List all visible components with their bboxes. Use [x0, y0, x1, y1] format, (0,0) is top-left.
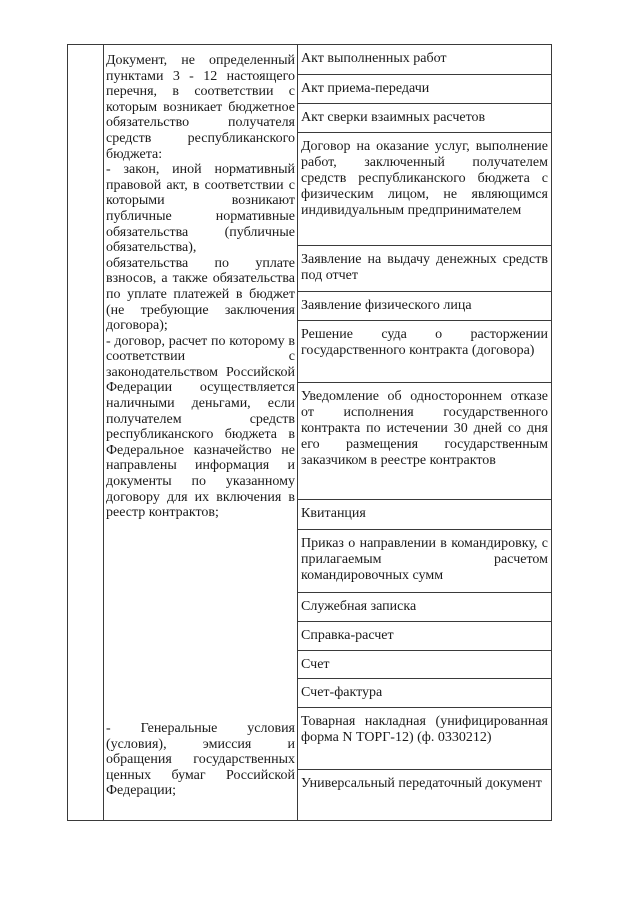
document-row: Товарная накладная (унифицированная форма N ТОРГ-12) (ф. 0330212) — [298, 708, 551, 770]
document-row: Счет-фактура — [298, 679, 551, 708]
document-row: Акт приема-передачи — [298, 75, 551, 104]
document-table — [67, 44, 552, 821]
description-paragraph: - закон, иной нормативный правовой акт, в соответствии с которыми возникают публичные нормативные обязательства (публичные обязательства), — [106, 162, 295, 256]
document-row: Заявление на выдачу денежных средств под отчет — [298, 246, 551, 292]
obligation-description-2 — [106, 721, 295, 799]
document-row: Акт выполненных работ — [298, 45, 551, 75]
document-row: Справка-расчет — [298, 622, 551, 651]
column-divider-1 — [103, 45, 104, 820]
document-row: Квитанция — [298, 500, 551, 530]
document-row: Заявление физического лица — [298, 292, 551, 321]
obligation-description-1 — [106, 53, 295, 521]
description-paragraph: - договор, расчет по которому в соответствии с законодательством Российской Федерации осуществляется наличными деньгами, если получателем средств республиканского бюджета в Федеральное казначейство не направлены информация и документы по указанному договору для их включения в реестр контрактов; — [106, 333, 295, 521]
document-list — [298, 45, 551, 820]
description-paragraph: обязательства по уплате взносов, а также обязательства по уплате платежей в бюджет (не требующие заключения договора); — [106, 255, 295, 334]
description-paragraph: - Генеральные условия (условия), эмиссия и обращения государственных ценных бумаг Российской Федерации; — [106, 721, 295, 799]
document-row: Акт сверки взаимных расчетов — [298, 104, 551, 133]
document-row: Приказ о направлении в командировку, с прилагаемым расчетом командировочных сумм — [298, 530, 551, 593]
document-row: Решение суда о расторжении государственного контракта (договора) — [298, 321, 551, 383]
document-row: Служебная записка — [298, 593, 551, 622]
document-row: Уведомление об одностороннем отказе от исполнения государственного контракта по истечении 30 дней со дня его размещения государственным заказчиком в реестре контрактов — [298, 383, 551, 500]
document-row: Счет — [298, 651, 551, 679]
description-paragraph: Документ, не определенный пунктами 3 - 12 настоящего перечня, в соответствии с которым возникает бюджетное обязательство получателя средств республиканского бюджета: — [106, 53, 295, 162]
document-row: Договор на оказание услуг, выполнение работ, заключенный получателем средств республиканского бюджета с физическим лицом, не являющимся индивидуальным предпринимателем — [298, 133, 551, 246]
document-row: Универсальный передаточный документ — [301, 776, 542, 791]
